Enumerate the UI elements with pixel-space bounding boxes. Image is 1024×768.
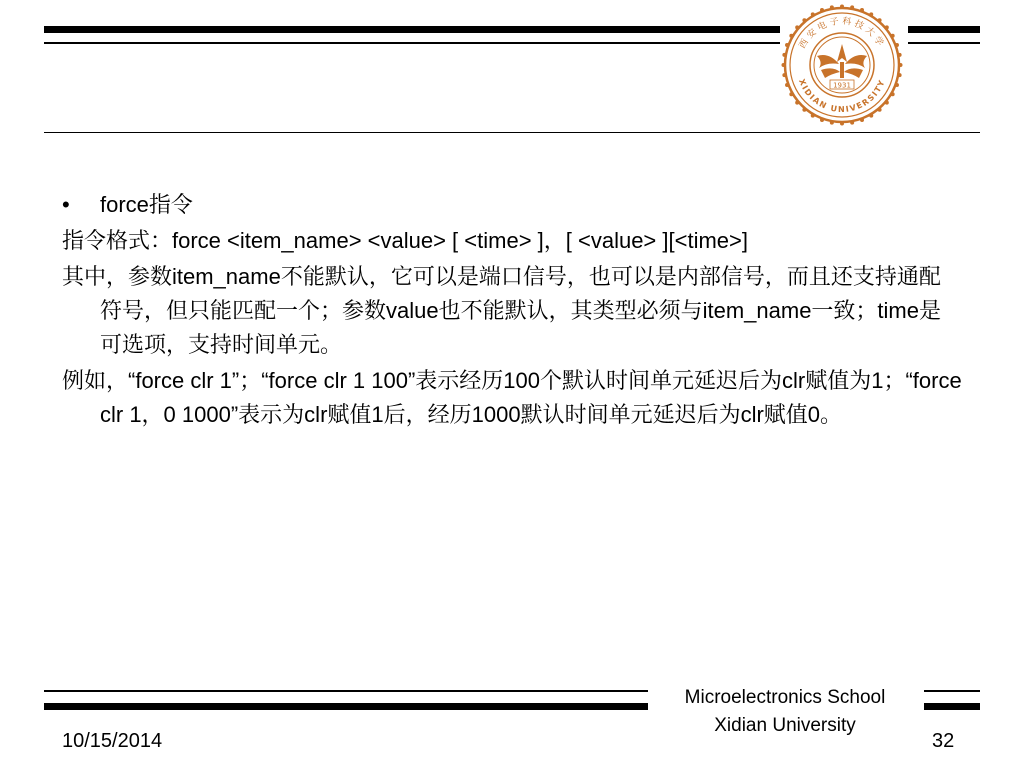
seal-year: 1931: [833, 81, 851, 90]
seal-scallop: [820, 118, 824, 122]
seal-scallop: [840, 5, 844, 9]
seal-scallop: [898, 73, 902, 77]
title-divider: [44, 132, 980, 133]
footer-school-line1: Microelectronics School: [684, 687, 886, 708]
footer-rule-thin-left: [44, 690, 648, 692]
paragraph-example: 例如，“force clr 1”；“force clr 1 100”表示经历100个默认时间单元延迟后为clr赋值为1；“force clr 1，0 1000”表示为clr赋值1后，经历1000默认时间单元延迟后为clr赋值0。: [62, 368, 962, 427]
seal-scallop: [830, 121, 834, 125]
seal-scallop: [840, 122, 844, 126]
bullet-text: force指令: [100, 192, 193, 217]
seal-scallop: [811, 12, 815, 16]
seal-ring-text-top: 西安电子科技大学: [797, 16, 887, 51]
seal-scallop: [795, 25, 799, 29]
seal-scallop: [899, 63, 903, 67]
seal-scallop: [878, 108, 882, 112]
bullet-icon: •: [62, 192, 70, 217]
seal-scallop: [895, 83, 899, 87]
seal-scallop: [782, 63, 786, 67]
seal-scallop: [878, 18, 882, 22]
seal-scallop: [802, 18, 806, 22]
seal-scallop: [820, 8, 824, 12]
seal-scallop: [785, 43, 789, 47]
seal-scallop: [898, 53, 902, 57]
footer-rule-thick-right: [924, 703, 980, 710]
header-rule-thin-right: [908, 42, 980, 44]
seal-scallop: [850, 121, 854, 125]
footer-school-line2: Xidian University: [714, 715, 856, 736]
seal-scallop: [869, 114, 873, 118]
seal-scallop: [850, 5, 854, 9]
header-rule-thick-right: [908, 26, 980, 33]
footer-school: [652, 684, 918, 740]
seal-scallop: [830, 5, 834, 9]
xidian-university-seal-icon: [781, 4, 903, 126]
seal-scallop: [891, 34, 895, 38]
seal-scallop: [789, 92, 793, 96]
seal-ring-text-bottom: XIDIAN UNIVERSITY: [797, 77, 887, 115]
seal-scallop: [785, 83, 789, 87]
seal-scallop: [885, 101, 889, 105]
seal-scallop: [885, 25, 889, 29]
seal-scallop: [811, 114, 815, 118]
seal-scallop: [789, 34, 793, 38]
paragraph-syntax: 指令格式：force <item_name> <value> [ <time> ]，[ <value> ][<time>]: [62, 228, 748, 253]
paragraph-parameters: 其中，参数item_name不能默认，它可以是端口信号，也可以是内部信号，而且还支持通配符号，但只能匹配一个；参数value也不能默认，其类型必须与item_name一致；time是可选项，支持时间单元。: [62, 264, 941, 357]
seal-scallop: [895, 43, 899, 47]
footer-rule-thick-left: [44, 703, 648, 710]
footer-date: 10/15/2014: [62, 730, 163, 752]
header-rule-thick-left: [44, 26, 780, 33]
seal-scallop: [869, 12, 873, 16]
page-number: 32: [932, 730, 955, 752]
footer-rule-thin-right: [924, 690, 980, 692]
seal-scallop: [860, 118, 864, 122]
seal-scallop: [802, 108, 806, 112]
header-rule-thin-left: [44, 42, 780, 44]
seal-scallop: [860, 8, 864, 12]
bullet-item: [62, 188, 962, 222]
seal-scallop: [782, 73, 786, 77]
slide-body: [62, 188, 962, 434]
seal-scallop: [891, 92, 895, 96]
seal-scallop: [782, 53, 786, 57]
seal-scallop: [795, 101, 799, 105]
